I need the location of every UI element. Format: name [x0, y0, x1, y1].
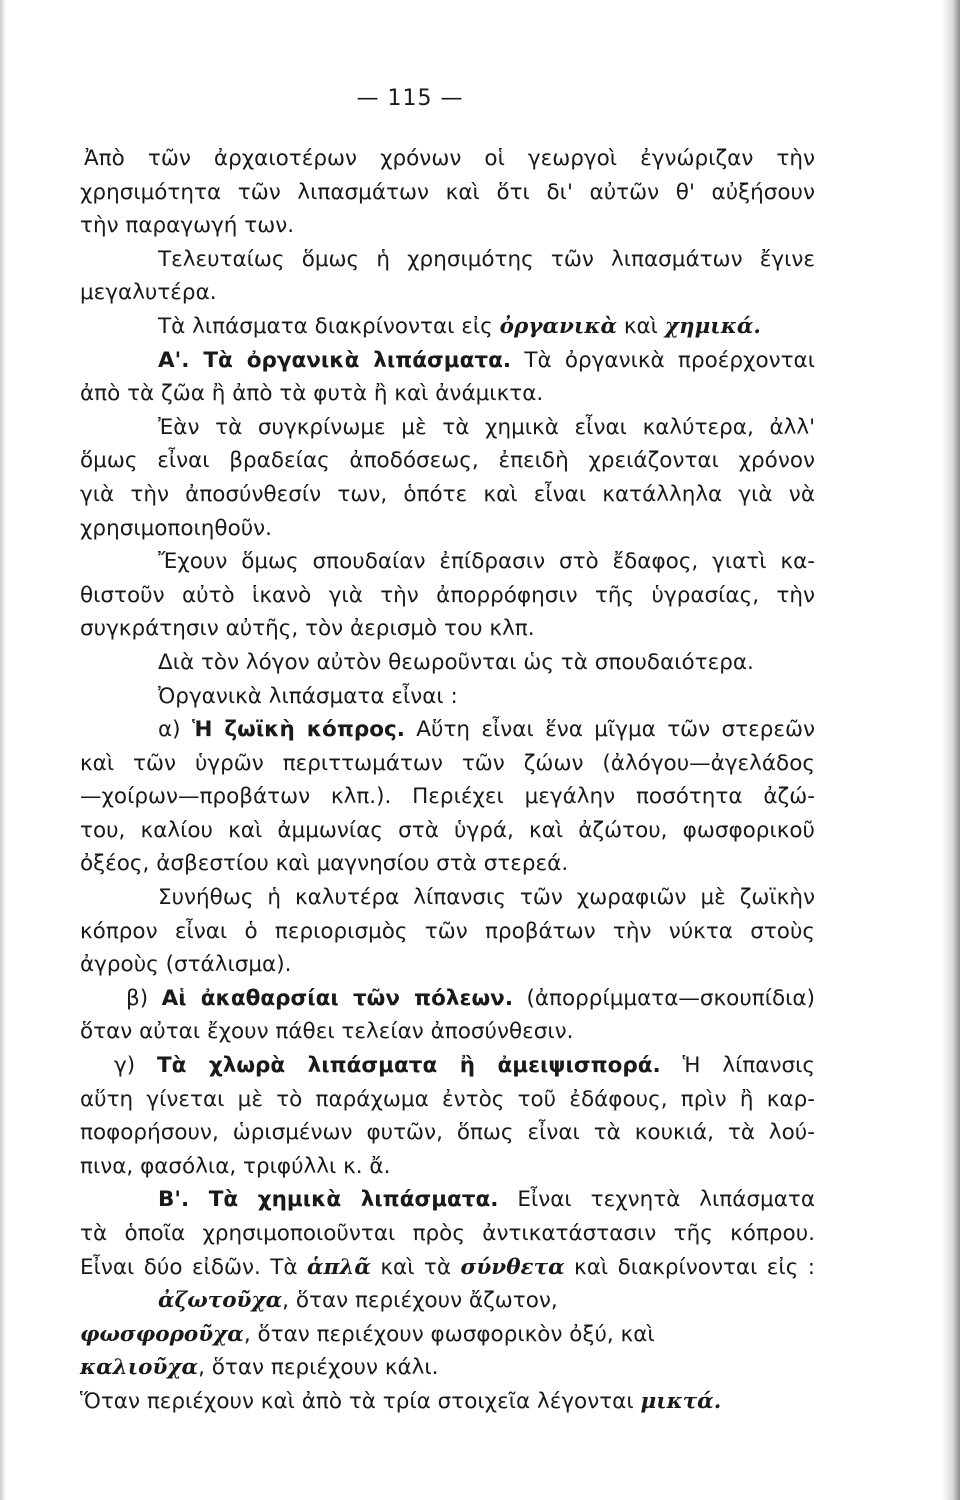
text-line: ὅταν αὐται ἔχουν πάθει τελείαν ἀποσύνθεσιν.	[80, 1019, 574, 1045]
emphasis: φωσφοροῦχα	[80, 1321, 244, 1347]
text-line: Εἶναι δύο εἰδῶν. Τὰ ἁπλᾶ καὶ τὰ σύνθετα καὶ διακρίνονται εἰς :	[80, 1254, 815, 1280]
text-line: αὕτη γίνεται μὲ τὸ παράχωμα ἐντὸς τοῦ ἐδάφους, πρὶν ἢ καρ-	[80, 1086, 815, 1112]
list-item: καλιοῦχα, ὅταν περιέχουν κάλι.	[80, 1355, 439, 1381]
text-line: Ἔχουν ὅμως σπουδαίαν ἐπίδρασιν στὸ ἔδαφος, γιατὶ κα-	[158, 549, 815, 575]
subsection-heading: Αἱ ἀκαθαρσίαι τῶν πόλεων.	[161, 985, 513, 1011]
text-line: ὅμως εἶναι βραδείας ἀποδόσεως, ἐπειδὴ χρειάζονται χρόνον	[80, 448, 815, 474]
text-line: τὰ ὁποῖα χρησιμοποιοῦνται πρὸς ἀντικατάστασιν τῆς κόπρου.	[80, 1221, 815, 1246]
heading-line: Α'. Τὰ ὀργανικὰ λιπάσματα. Τὰ ὀργανικὰ προέρχονται	[158, 347, 815, 373]
text-line: Ἀπὸ τῶν ἀρχαιοτέρων χρόνων οἱ γεωργοὶ ἐγνώριζαν τὴν	[84, 146, 815, 171]
heading-line: γ) Τὰ χλωρὰ λιπάσματα ἢ ἀμειψισπορά. Ἡ λίπανσις	[114, 1053, 815, 1079]
emphasis: ἀζωτοῦχα	[158, 1288, 283, 1314]
page-edge-right	[942, 0, 960, 1500]
subsection-heading: Τὰ χλωρὰ λιπάσματα ἢ ἀμειψισπορά.	[156, 1053, 661, 1079]
text-line: Ἐὰν τὰ συγκρίνωμε μὲ τὰ χημικὰ εἶναι καλύτερα, ἀλλ'	[158, 414, 815, 440]
text-line: μεγαλυτέρα.	[80, 280, 217, 306]
text-line: ἀπὸ τὰ ζῶα ἢ ἀπὸ τὰ φυτὰ ἢ καὶ ἀνάμικτα.	[80, 381, 544, 407]
list-item: φωσφοροῦχα, ὅταν περιέχουν φωσφορικὸν ὀξύ, καὶ	[80, 1321, 655, 1347]
text-line: Συνήθως ἡ καλυτέρα λίπανσις τῶν χωραφιῶν μὲ ζωϊκὴν	[158, 885, 815, 911]
text-line: —χοίρων—προβάτων κλπ.). Περιέχει μεγάλην ποσότητα ἀζώ-	[80, 784, 815, 810]
text-line: Ὀργανικὰ λιπάσματα εἶναι :	[158, 683, 458, 709]
body-text	[80, 142, 815, 1419]
heading-line: Β'. Τὰ χημικὰ λιπάσματα. Εἶναι τεχνητὰ λιπάσματα	[158, 1187, 815, 1213]
text-line: Τελευταίως ὅμως ἡ χρησιμότης τῶν λιπασμάτων ἔγινε	[158, 246, 815, 272]
text-line: χρησιμότητα τῶν λιπασμάτων καὶ ὅτι δι' αὐτῶν θ' αὐξήσουν	[80, 179, 815, 205]
emphasis: σύνθετα	[460, 1254, 565, 1280]
emphasis: ἁπλᾶ	[307, 1254, 371, 1280]
heading-line: α) Ἡ ζωϊκὴ κόπρος. Αὕτη εἶναι ἕνα μῖγμα τῶν στερεῶν	[158, 717, 815, 743]
emphasis: μικτά.	[640, 1388, 722, 1414]
text-line: κόπρον εἶναι ὁ περιορισμὸς τῶν προβάτων τὴν νύκτα στοὺς	[80, 918, 815, 944]
text-line: καὶ τῶν ὑγρῶν περιττωμάτων τῶν ζώων (ἀλόγου—ἀγελάδος	[80, 750, 815, 776]
text-line: ὀξέος, ἀσβεστίου καὶ μαγνησίου στὰ στερεά.	[80, 851, 569, 877]
emphasis: χημικά.	[664, 313, 761, 339]
text-line: τὴν παραγωγή των.	[80, 213, 295, 239]
text-line: Τὰ λιπάσματα διακρίνονται εἰς ὀργανικὰ καὶ χημικά.	[158, 313, 761, 339]
text-line: ποφορήσουν, ὡρισμένων φυτῶν, ὅπως εἶναι τὰ κουκιά, τὰ λού-	[80, 1120, 815, 1146]
text-line: ἀγροὺς (στάλισμα).	[80, 952, 292, 978]
text-line: Ὅταν περιέχουν καὶ ἀπὸ τὰ τρία στοιχεῖα λέγονται μικτά.	[80, 1388, 722, 1414]
text-line: θιστοῦν αὐτὸ ἱκανὸ γιὰ τὴν ἀπορρόφησιν τῆς ὑγρασίας, τὴν	[80, 582, 815, 608]
page-edge-left	[0, 0, 6, 1500]
section-heading: Α'. Τὰ ὀργανικὰ λιπάσματα.	[158, 347, 512, 373]
text-line: χρησιμοποιηθοῦν.	[80, 515, 273, 541]
emphasis: καλιοῦχα	[80, 1355, 199, 1381]
text-line: συγκράτησιν αὐτῆς, τὸν ἀερισμὸ του κλπ.	[80, 616, 535, 642]
emphasis: ὀργανικὰ	[499, 313, 617, 339]
text-line: γιὰ τὴν ἀποσύνθεσίν των, ὁπότε καὶ εἶναι κατάλληλα γιὰ νὰ	[80, 481, 815, 507]
text-line: Διὰ τὸν λόγον αὐτὸν θεωροῦνται ὡς τὰ σπουδαιότερα.	[158, 649, 754, 675]
subsection-heading: Ἡ ζωϊκὴ κόπρος.	[191, 717, 405, 743]
heading-line: β) Αἱ ἀκαθαρσίαι τῶν πόλεων. (ἀπορρίμματα—σκουπίδια)	[126, 985, 815, 1011]
text-line: πινα, φασόλια, τριφύλλι κ. ἄ.	[80, 1153, 391, 1179]
page-number: — 115 —	[356, 86, 464, 111]
section-heading: Β'. Τὰ χημικὰ λιπάσματα.	[158, 1187, 499, 1213]
text-line: του, καλίου καὶ ἀμμωνίας στὰ ὑγρά, καὶ ἀζώτου, φωσφορικοῦ	[80, 817, 815, 843]
list-item: ἀζωτοῦχα, ὅταν περιέχουν ἄζωτον,	[158, 1288, 558, 1314]
